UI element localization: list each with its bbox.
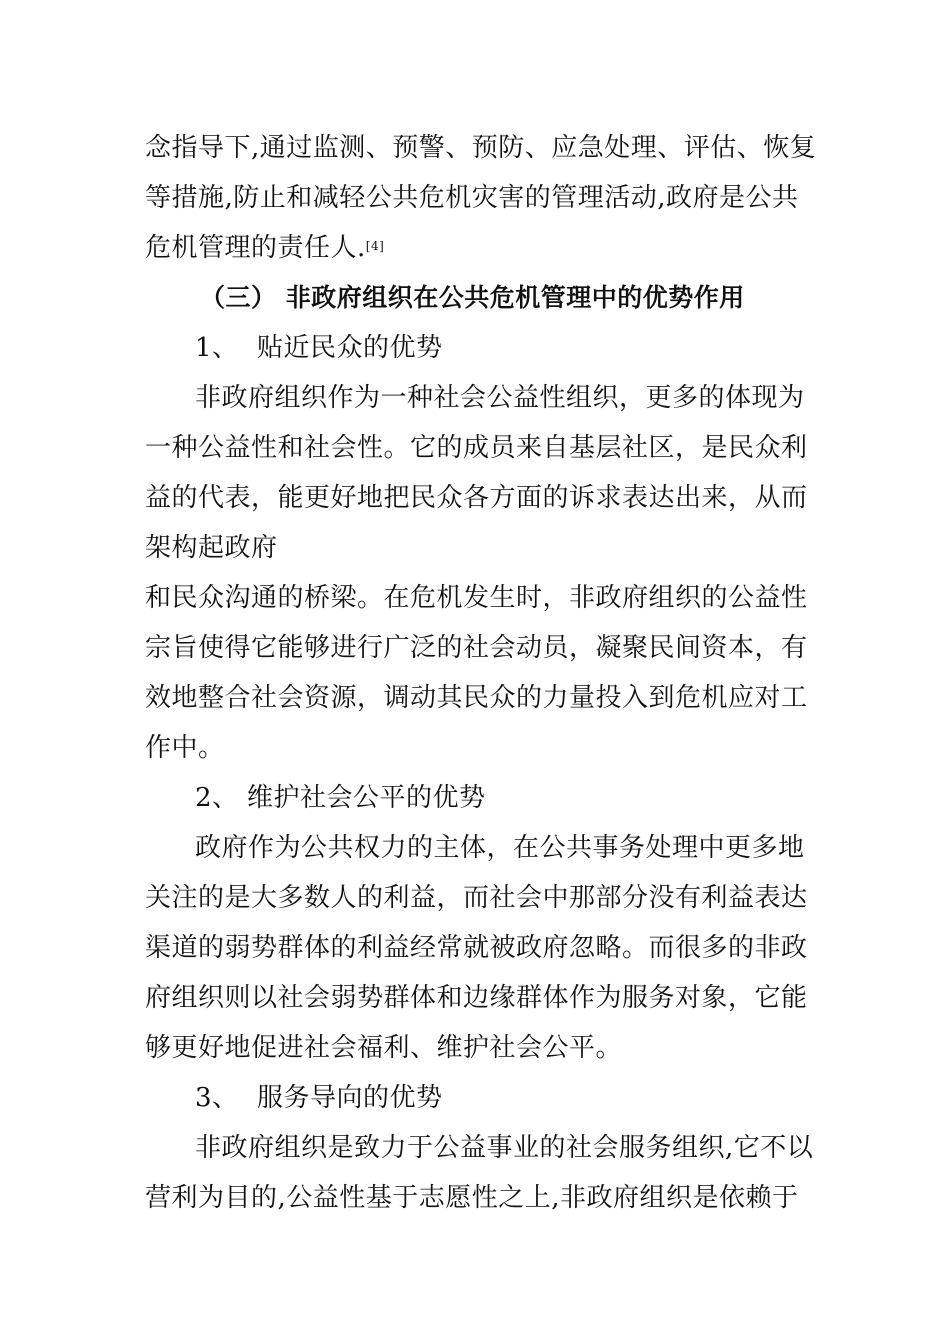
paragraph-line: 架构起政府	[145, 533, 278, 563]
subsection-number: 2、	[195, 783, 239, 813]
paragraph-line: 非政府组织作为一种社会公益性组织，更多的体现为	[195, 383, 805, 413]
paragraph-line: 够更好地促进社会福利、维护社会公平。	[145, 1033, 623, 1063]
paragraph-line: 益的代表，能更好地把民众各方面的诉求表达出来，从而	[145, 483, 808, 513]
paragraph-line: 和民众沟通的桥梁。在危机发生时，非政府组织的公益性	[145, 583, 808, 613]
paragraph-line: 关注的是大多数人的利益，而社会中那部分没有利益表达	[145, 883, 808, 913]
subsection-number: 1、	[195, 333, 239, 363]
paragraph-line: 作中。	[145, 733, 225, 763]
paragraph-line: 非政府组织是致力于公益事业的社会服务组织,它不以	[195, 1133, 814, 1163]
paragraph-line: 渠道的弱势群体的利益经常就被政府忽略。而很多的非政	[145, 933, 808, 963]
subsection-number: 3、	[195, 1083, 239, 1113]
subsection-title: 维护社会公平的优势	[247, 783, 486, 813]
paragraph-line: 府组织则以社会弱势群体和边缘群体作为服务对象，它能	[145, 983, 808, 1013]
paragraph-line: 等措施,防止和减轻公共危机灾害的管理活动,政府是公共	[145, 183, 799, 213]
paragraph-line: 危机管理的责任人.[4]	[145, 233, 385, 263]
subsection-title: 贴近民众的优势	[257, 333, 443, 363]
subsection-heading	[195, 333, 443, 363]
subsection-title: 服务导向的优势	[257, 1083, 443, 1113]
paragraph-line: 念指导下,通过监测、预警、预防、应急处理、评估、恢复	[145, 133, 817, 163]
subsection-heading	[195, 1083, 443, 1113]
section-heading: （三） 非政府组织在公共危机管理中的优势作用	[200, 283, 745, 312]
paragraph-line: 营利为目的,公益性基于志愿性之上,非政府组织是依赖于	[145, 1183, 799, 1213]
subsection-heading	[195, 783, 486, 813]
paragraph-line: 一种公益性和社会性。它的成员来自基层社区，是民众利	[145, 433, 808, 463]
paragraph-line: 宗旨使得它能够进行广泛的社会动员，凝聚民间资本，有	[145, 633, 808, 663]
paragraph-line: 政府作为公共权力的主体，在公共事务处理中更多地	[195, 833, 805, 863]
paragraph-line: 效地整合社会资源，调动其民众的力量投入到危机应对工	[145, 683, 808, 713]
citation-marker: [4]	[365, 239, 385, 253]
